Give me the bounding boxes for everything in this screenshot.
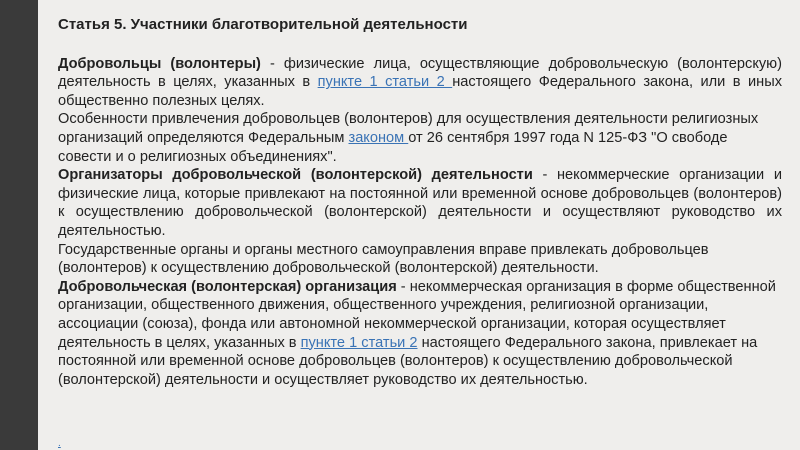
paragraph-text: - некоммерческая организация в форме общественной организации, общественного движения, общественного учреждения, религиозной организации, ассоциации (союза), фонда или автономной некоммерческой организации, которая осуществляет деятельность в целях, указанных в — [58, 278, 776, 351]
paragraph-text: Особенности привлечения добровольцев (волонтеров) для осуществления деятельности религиозных организаций определяются Федеральным — [58, 111, 759, 146]
document-body — [58, 10, 782, 389]
paragraph-text: - некоммерческие организации и физические лица, которые привлекают на постоянной или временной основе добровольцев (волонтеров) к осуществлению добровольческой (волонтерской) деятельности и осуществляют руководство их деятельностью. — [58, 167, 782, 239]
left-dark-bar — [0, 0, 38, 450]
article-title: Статья 5. Участники благотворительной деятельности — [58, 16, 468, 33]
paragraph-text: от 26 сентября 1997 года N 125-ФЗ "О свободе совести и о религиозных объединениях". — [58, 129, 728, 165]
link-article-2-point-1[interactable]: пункте 1 статьи 2 — [317, 74, 453, 91]
paragraph-organizers — [58, 166, 782, 240]
paragraph-volunteers — [58, 55, 782, 111]
term-organizers: Организаторы добровольческой (волонтерской) деятельности — [58, 167, 533, 184]
paragraph-religious — [58, 110, 782, 166]
term-organization: Добровольческая (волонтерская) организация — [58, 278, 397, 295]
paragraph-text: настоящего Федерального закона, или в иных общественно полезных целях. — [58, 74, 782, 109]
paragraph-organization — [58, 278, 782, 390]
paragraph-text: настоящего Федерального закона, привлекает на постоянной или временной основе добровольцев (волонтеров) к осуществлению добровольческой (волонтерской) деятельности и осуществляет руководство их деятельностью. — [58, 334, 758, 388]
footer-link-mark[interactable]: . — [58, 438, 61, 449]
term-volunteers: Добровольцы (волонтеры) — [58, 55, 261, 72]
paragraph-government — [58, 241, 782, 278]
paragraph-text: Государственные органы и органы местного самоуправления вправе привлекать добровольцев (волонтеров) к осуществлению добровольческой (волонтерской) деятельности. — [58, 241, 709, 277]
link-article-2-point-1[interactable]: пункте 1 статьи 2 — [300, 334, 418, 351]
link-law[interactable]: законом — [348, 129, 409, 146]
paragraph-text: - физические лица, осуществляющие добровольческую (волонтерскую) деятельность в целях, указанных в — [58, 55, 782, 91]
